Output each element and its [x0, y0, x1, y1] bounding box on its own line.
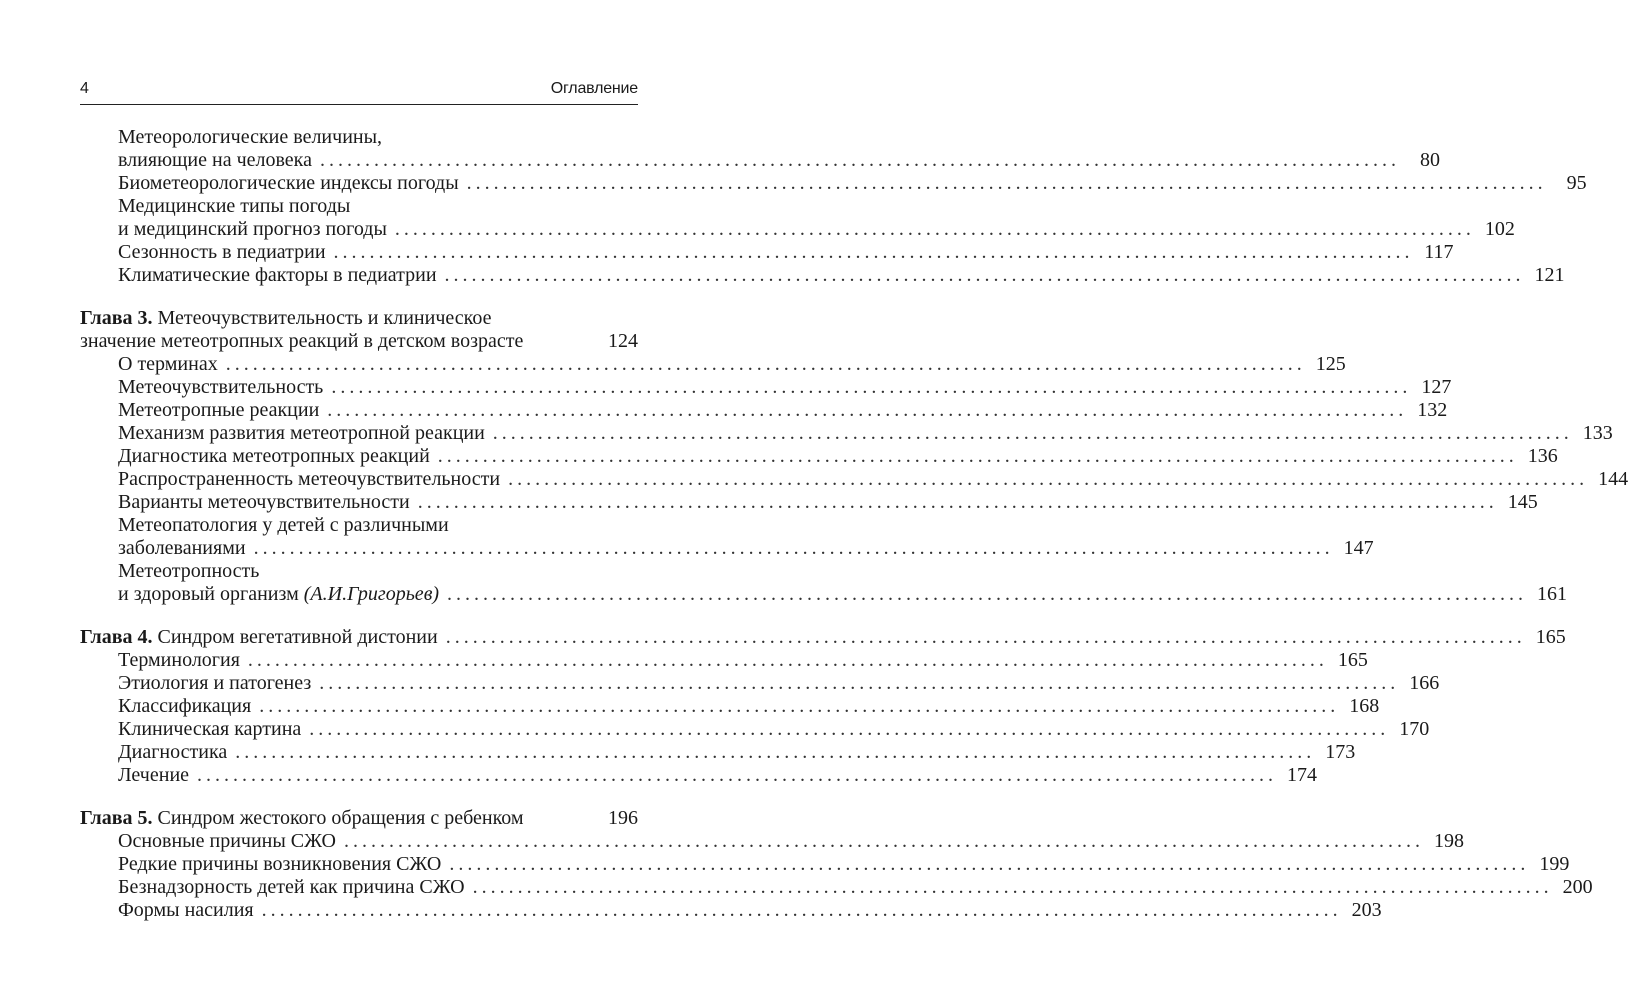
toc-entry-title: О терминах [118, 353, 218, 375]
toc-entry-title: Сезонность в педиатрии [118, 241, 326, 263]
toc-page-number: 125 [1315, 353, 1346, 375]
toc-entry-title: Диагностика [118, 741, 228, 763]
page-number: 4 [80, 80, 89, 97]
leader-dots: ........................................................................................................................ [444, 264, 1525, 286]
leader-dots: ........................................................................................................................ [447, 583, 1528, 605]
leader-dots: ........................................................................................................................ [309, 718, 1390, 740]
toc-entry-title: влияющие на человека [118, 149, 312, 171]
toc-entry [80, 149, 1440, 172]
toc-page-number: 145 [1507, 491, 1538, 513]
toc-page-number: 173 [1325, 741, 1356, 763]
toc-entry [80, 445, 1558, 468]
toc-entry-title: Биометеорологические индексы погоды [118, 172, 459, 194]
chapter-heading [80, 307, 638, 330]
leader-dots: ........................................................................................................................ [225, 353, 1306, 375]
toc-entry [80, 422, 1613, 445]
leader-dots: ........................................................................................................................ [466, 172, 1547, 194]
toc-entry [80, 830, 1464, 853]
toc-page-number: 133 [1582, 422, 1613, 444]
toc-entry-title: заболеваниями [118, 537, 246, 559]
toc-page-number: 95 [1566, 172, 1587, 194]
toc-page-number: 198 [1434, 830, 1464, 852]
toc-entry-title: Лечение [118, 764, 190, 786]
leader-dots: ........................................................................................................................ [417, 491, 1498, 513]
leader-dots: ........................................................................................................................ [449, 853, 1530, 875]
toc-entry [80, 399, 1448, 422]
table-of-contents [80, 126, 1628, 922]
toc-entry-title: Метеорологические величины, [118, 126, 383, 148]
leader-dots: ........................................................................................................................ [344, 830, 1424, 852]
toc-page-number: 174 [1287, 764, 1318, 786]
toc-entry-line [80, 560, 638, 583]
leader-dots: ........................................................................................................................ [394, 218, 1475, 240]
chapter-heading [80, 330, 638, 353]
leader-dots: ........................................................................................................................ [327, 399, 1408, 421]
leader-dots: ........................................................................................................................ [259, 695, 1340, 717]
toc-page-number: 127 [1421, 376, 1452, 398]
running-header [80, 80, 638, 102]
toc-page-number: 147 [1343, 537, 1374, 559]
toc-entry [80, 899, 1382, 922]
toc-entry [80, 583, 1568, 606]
leader-dots: ........................................................................................................................ [437, 445, 1518, 467]
toc-entry [80, 218, 1515, 241]
leader-dots: ........................................................................................................................ [492, 422, 1573, 444]
toc-entry-title: Классификация [118, 695, 252, 717]
leader-dots: ........................................................................................................................ [261, 899, 1342, 921]
toc-entry-title: Метеотропные реакции [118, 399, 320, 421]
header-rule [80, 104, 638, 105]
toc-entry [80, 695, 1380, 718]
running-title: Оглавление [550, 80, 638, 97]
toc-entry [80, 537, 1374, 560]
toc-entry-title: Формы насилия [118, 899, 254, 921]
chapter-title [80, 626, 438, 649]
toc-page-number: 102 [1484, 218, 1515, 240]
toc-page-number: 161 [1537, 583, 1568, 605]
leader-dots: ........................................................................................................................ [445, 626, 1526, 648]
chapter-label: Глава 3. [80, 307, 153, 329]
toc-page-number: 196 [608, 807, 638, 829]
toc-entry [80, 353, 1346, 376]
leader-dots: ........................................................................................................................ [333, 241, 1414, 263]
toc-entry [80, 649, 1368, 672]
toc-entry-title [118, 583, 439, 606]
toc-entry [80, 376, 1452, 399]
toc-page-number: 121 [1534, 264, 1565, 286]
toc-entry-title: Диагностика метеотропных реакций [118, 445, 430, 467]
leader-dots: ........................................................................................................................ [472, 876, 1553, 898]
chapter-title-text: Синдром вегетативной дистонии [157, 626, 438, 648]
section-gap [80, 606, 638, 626]
toc-entry-title: Медицинские типы погоды [118, 195, 351, 217]
leader-dots: ........................................................................................................................ [197, 764, 1278, 786]
chapter-heading [80, 807, 638, 830]
toc-entry-title: Редкие причины возникновения СЖО [118, 853, 442, 875]
toc-entry-title: и медицинский прогноз погоды [118, 218, 387, 240]
toc-entry [80, 741, 1356, 764]
toc-entry-title: Метеотропность [118, 560, 260, 582]
toc-entry-title: Метеочувствительность [118, 376, 324, 398]
toc-entry-title: Клиническая картина [118, 718, 302, 740]
toc-entry-title: Механизм развития метеотропной реакции [118, 422, 485, 444]
toc-entry-title: Основные причины СЖО [118, 830, 336, 852]
toc-entry-title: Климатические факторы в педиатрии [118, 264, 437, 286]
toc-entry [80, 491, 1538, 514]
toc-page-number: 199 [1539, 853, 1570, 875]
chapter-title-text: значение метеотропных реакций в детском возрасте [80, 330, 524, 352]
toc-page-number: 117 [1424, 241, 1454, 263]
toc-entry [80, 718, 1430, 741]
chapter-heading [80, 626, 1566, 649]
toc-entry [80, 853, 1570, 876]
toc-page-number: 203 [1351, 899, 1382, 921]
toc-page-number: 144 [1598, 468, 1628, 490]
toc-entry [80, 264, 1565, 287]
toc-entry-title: Безнадзорность детей как причина СЖО [118, 876, 465, 898]
toc-page-number: 170 [1399, 718, 1430, 740]
leader-dots: ........................................................................................................................ [319, 672, 1400, 694]
section-gap [80, 787, 638, 807]
chapter-label: Глава 4. [80, 626, 153, 648]
chapter-title-text: Синдром жестокого обращения с ребенком [157, 807, 524, 829]
section-gap [80, 287, 638, 307]
toc-entry-title: Метеопатология у детей с различными [118, 514, 449, 536]
toc-entry [80, 764, 1318, 787]
chapter-label: Глава 5. [80, 807, 153, 829]
toc-entry-title: Терминология [118, 649, 240, 671]
toc-entry [80, 241, 1454, 264]
leader-dots: ........................................................................................................................ [235, 741, 1316, 763]
leader-dots: ........................................................................................................................ [253, 537, 1334, 559]
toc-page-number: 124 [608, 330, 638, 352]
toc-entry-line [80, 195, 638, 218]
chapter-title-text: Метеочувствительность и клиническое [157, 307, 492, 329]
chapter-title [80, 307, 491, 330]
leader-dots: ........................................................................................................................ [331, 376, 1412, 398]
toc-page-number: 200 [1562, 876, 1593, 898]
toc-entry-author: (А.И.Григорьев) [303, 583, 440, 605]
toc-page-number: 80 [1419, 149, 1440, 171]
toc-entry-title: Этиология и патогенез [118, 672, 312, 694]
toc-page-number: 165 [1535, 626, 1566, 648]
toc-page-number: 136 [1527, 445, 1558, 467]
chapter-title [80, 807, 524, 830]
toc-entry [80, 468, 1628, 491]
leader-dots: ........................................................................................................................ [508, 468, 1589, 490]
toc-page-number: 168 [1349, 695, 1380, 717]
toc-page-number: 166 [1409, 672, 1440, 694]
toc-entry-line [80, 126, 638, 149]
toc-entry [80, 876, 1593, 899]
toc-entry-title-text: и здоровый организм [118, 583, 299, 605]
toc-entry-title: Распространенность метеочувствительности [118, 468, 501, 490]
toc-entry [80, 672, 1440, 695]
toc-entry-line [80, 514, 638, 537]
leader-dots: ........................................................................................................................ [247, 649, 1328, 671]
leader-dots: ........................................................................................................................ [319, 149, 1400, 171]
toc-entry [80, 172, 1587, 195]
toc-page-number: 132 [1417, 399, 1448, 421]
toc-entry-title: Варианты метеочувствительности [118, 491, 410, 513]
toc-page-number: 165 [1337, 649, 1368, 671]
